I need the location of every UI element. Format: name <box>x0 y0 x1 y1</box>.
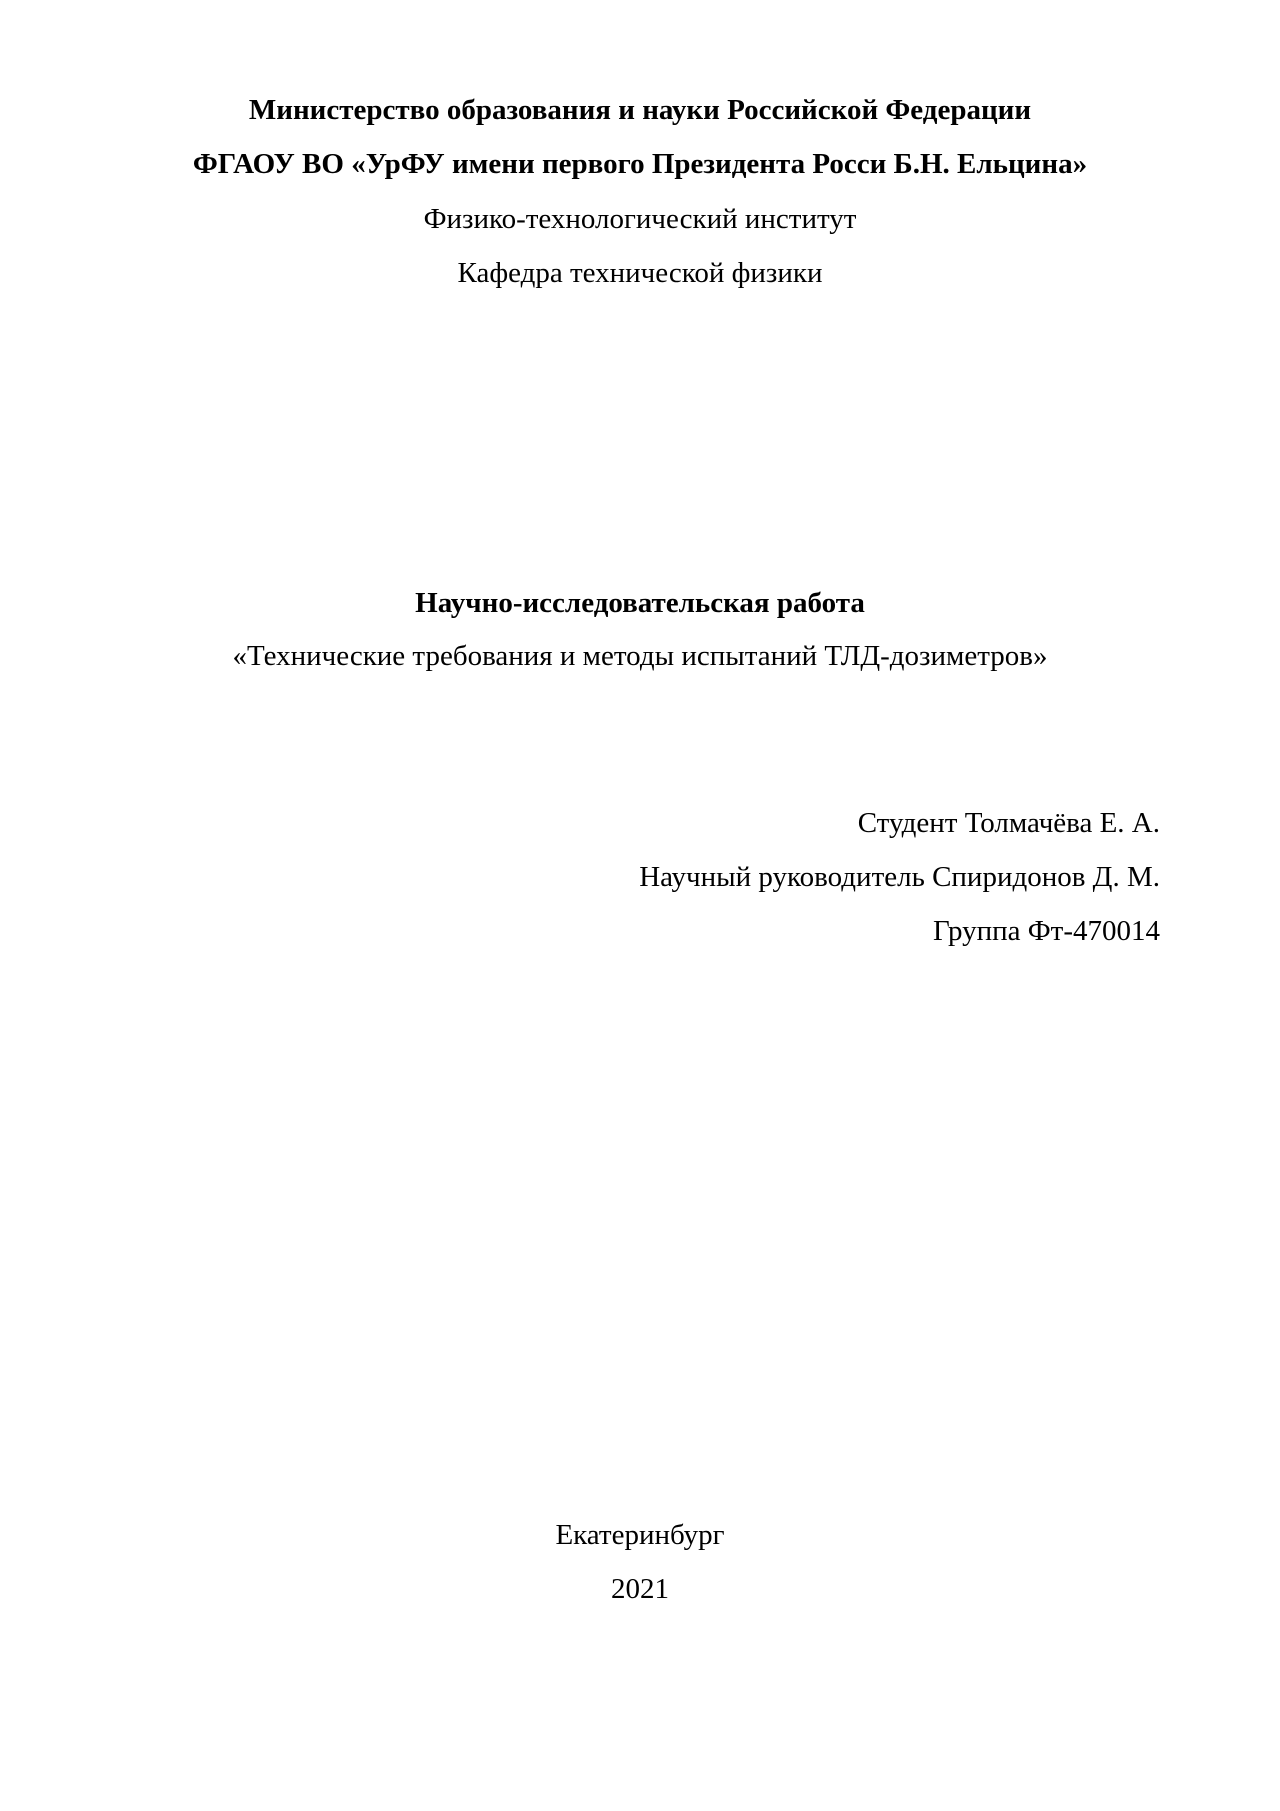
university-line: ФГАОУ ВО «УрФУ имени первого Президента Росси Б.Н. Ельцина» <box>192 148 1088 180</box>
supervisor-line: Научный руководитель Спиридонов Д. М. <box>639 861 1160 893</box>
work-type: Научно-исследовательская работа <box>415 587 865 619</box>
work-title: «Технические требования и методы испытаний ТЛД-дозиметров» <box>232 640 1048 672</box>
institute-line: Физико-технологический институт <box>423 203 857 235</box>
city-line: Екатеринбург <box>555 1519 725 1551</box>
group-line: Группа Фт-470014 <box>933 915 1160 947</box>
year-line: 2021 <box>611 1573 669 1605</box>
student-line: Студент Толмачёва Е. А. <box>857 807 1160 839</box>
department-line: Кафедра технической физики <box>457 257 823 289</box>
ministry-line: Министерство образования и науки Российской Федерации <box>248 94 1032 126</box>
